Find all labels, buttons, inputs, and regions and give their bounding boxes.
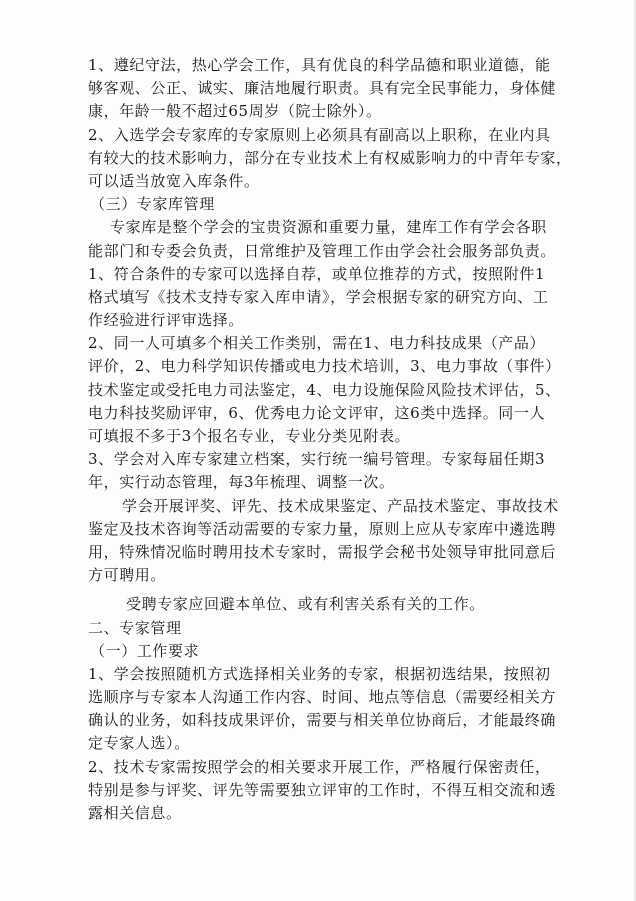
text-line-23: 方可聘用。 (88, 566, 167, 585)
text-line-24: 受聘专家应回避本单位、或有利害关系有关的工作。 (126, 595, 485, 614)
text-line-10: 1、符合条件的专家可以选择自荐，或单位推荐的方式，按照附件1 (88, 264, 546, 283)
text-line-8: 专家库是整个学会的宝贵资源和重要力量，建库工作有学会各职 (110, 218, 547, 237)
text-line-1: 1、遵纪守法，热心学会工作，具有优良的科学品德和职业道德，能 (88, 56, 551, 74)
section-heading-expert-library-management: （三）专家库管理 (90, 195, 215, 214)
text-line-4: 2、入选学会专家库的专家原则上必须具有副高以上职称，在业内具 (88, 125, 551, 144)
text-line-3: 康，年龄一般不超过65周岁（院士除外）。 (88, 102, 382, 121)
text-line-27: 1、学会按照随机方式选择相关业务的专家，根据初选结果，按照初 (88, 664, 551, 683)
text-line-14: 评价，2、电力科学知识传播或电力技术培训，3、电力事故（事件） (88, 357, 561, 376)
text-line-31: 2、技术专家需按照学会的相关要求开展工作，严格履行保密责任， (88, 757, 551, 776)
text-line-2: 够客观、公正、诚实、廉洁地履行职责。具有完全民事能力，身体健 (88, 79, 557, 98)
text-line-16: 电力科技奖励评审，6、优秀电力论文评审，这6类中选择。同一人 (88, 403, 546, 422)
text-line-12: 作经验进行评审选择。 (88, 311, 245, 330)
text-line-17: 可填报不多于3个报名专业，专业分类见附表。 (88, 427, 411, 445)
text-line-33: 露相关信息。 (88, 804, 182, 822)
section-heading-expert-management: 二、专家管理 (88, 618, 182, 637)
text-line-6: 可以适当放宽入库条件。 (88, 171, 260, 190)
text-line-30: 定专家人选）。 (88, 734, 190, 753)
text-line-28: 选顺序与专家本人沟通工作内容、时间、地点等信息（需要经相关方 (88, 688, 557, 707)
text-line-11: 格式填写《技术支持专家入库申请》，学会根据专家的研究方向、工 (88, 287, 549, 306)
text-line-21: 鉴定及技术咨询等活动需要的专家力量，原则上应从专家库中遴选聘 (88, 519, 557, 538)
text-line-20: 学会开展评奖、评先、技术成果鉴定、产品技术鉴定、事故技术 (122, 496, 559, 515)
text-line-9: 能部门和专委会负责，日常维护及管理工作由学会社会服务部负责。 (88, 241, 557, 260)
text-line-32: 特别是参与评奖、评先等需要独立评审的工作时，不得互相交流和透 (88, 780, 557, 799)
text-line-18: 3、学会对入库专家建立档案，实行统一编号管理。专家每届任期3 (88, 450, 546, 469)
section-heading-work-requirements: （一）工作要求 (90, 641, 200, 660)
text-line-29: 确认的业务，如科技成果评价，需要与相关单位协商后，才能最终确 (88, 711, 557, 730)
text-line-15: 技术鉴定或受托电力司法鉴定，4、电力设施保险风险技术评估，5、 (88, 380, 561, 399)
text-line-22: 用，特殊情况临时聘用技术专家时，需报学会秘书处领导审批同意后 (88, 542, 557, 561)
text-line-19: 年，实行动态管理，每3年梳理、调整一次。 (88, 473, 395, 492)
text-line-5: 有较大的技术影响力，部分在专业技术上有权威影响力的中青年专家， (88, 148, 572, 167)
text-line-13: 2、同一人可填多个相关工作类别，需在1、电力科技成果（产品） (88, 334, 546, 353)
